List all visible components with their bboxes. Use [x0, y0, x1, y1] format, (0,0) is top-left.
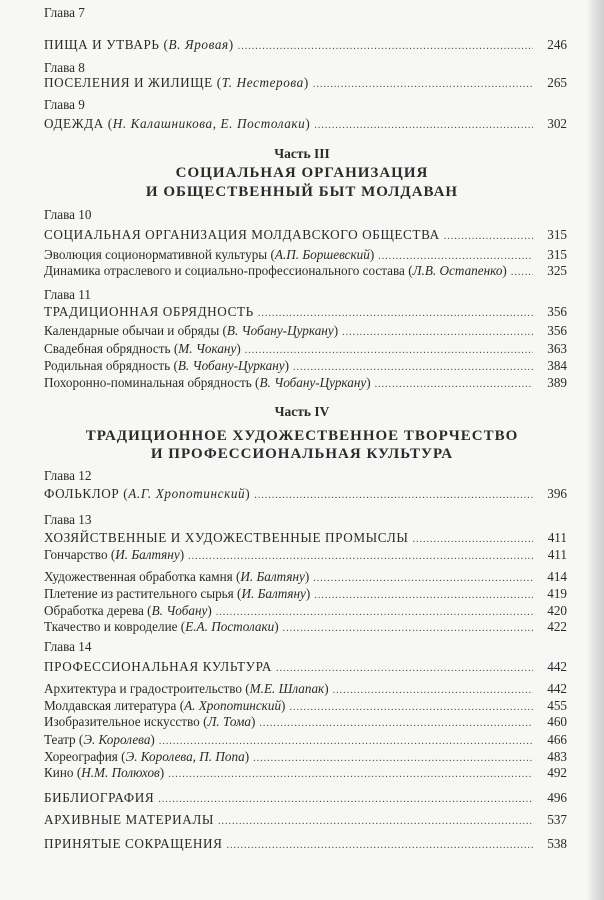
entry-title-wrap: Эволюция соционормативной культуры (А.П. Боршевский) — [44, 247, 375, 262]
entry-title: Календарные обычаи и обряды — [44, 323, 220, 338]
page-number: 414 — [547, 569, 567, 584]
dot-leader — [188, 551, 533, 562]
entry-author: М. Чокану — [178, 341, 237, 356]
entry-title: Кино — [44, 765, 74, 780]
part-label: Часть IV — [274, 404, 330, 419]
toc-entry[interactable] — [44, 732, 567, 750]
toc-entry[interactable] — [44, 227, 567, 245]
entry-title: Молдавская литература — [44, 698, 177, 713]
toc-entry[interactable] — [44, 790, 567, 808]
entry-author: А.Г. Хропотинский — [128, 486, 246, 501]
entry-title: Архитектура и градостроительство — [44, 681, 242, 696]
page-number: 483 — [547, 749, 567, 764]
entry-author: М.Е. Шлапак — [249, 681, 325, 696]
entry-title: ПРИНЯТЫЕ СОКРАЩЕНИЯ — [44, 836, 223, 851]
dot-leader — [314, 120, 533, 131]
entry-title-wrap: Архитектура и градостроительство (М.Е. Шлапак) — [44, 681, 329, 696]
chapter-label: Глава 9 — [44, 97, 85, 112]
page-number: 466 — [547, 732, 567, 747]
entry-author: Э. Королева, П. Попа — [125, 749, 245, 764]
page-number: 422 — [547, 619, 567, 634]
page-number: 419 — [547, 586, 567, 601]
entry-author: И. Балтяну — [241, 586, 306, 601]
toc-entry[interactable] — [44, 75, 567, 93]
chapter-label: Глава 14 — [44, 639, 92, 654]
entry-title-wrap: Хореография (Э. Королева, П. Попа) — [44, 749, 250, 764]
entry-title: Театр — [44, 732, 76, 747]
entry-title-wrap: Кино (Н.М. Полюхов) — [44, 765, 165, 780]
page-number: 492 — [547, 765, 567, 780]
page-number: 356 — [547, 323, 567, 338]
entry-title-wrap: ПОСЕЛЕНИЯ И ЖИЛИЩЕ (Т. Нестерова) — [44, 75, 309, 90]
toc-entry[interactable] — [44, 765, 567, 783]
toc-entry[interactable] — [44, 547, 567, 565]
entry-title-wrap: Художественная обработка камня (И. Балтяну) — [44, 569, 310, 584]
dot-leader — [245, 345, 533, 356]
page-number: 538 — [547, 836, 567, 851]
entry-author: А.П. Боршевский — [274, 247, 370, 262]
dot-leader — [342, 327, 533, 338]
dot-leader — [313, 573, 533, 584]
page-number: 246 — [547, 37, 567, 52]
entry-title: Свадебная обрядность — [44, 341, 171, 356]
entry-title: Родильная обрядность — [44, 358, 171, 373]
dot-leader — [289, 702, 533, 713]
part-title: И ПРОФЕССИОНАЛЬНАЯ КУЛЬТУРА — [150, 446, 454, 462]
part-label: Часть III — [274, 146, 330, 161]
entry-title: ПОСЕЛЕНИЯ И ЖИЛИЩЕ — [44, 75, 213, 90]
entry-title-wrap: Театр (Э. Королева) — [44, 732, 155, 747]
toc-entry[interactable] — [44, 714, 567, 732]
entry-title: Изобразительное искусство — [44, 714, 200, 729]
chapter-label: Глава 10 — [44, 207, 92, 222]
toc-entry[interactable] — [44, 263, 567, 281]
entry-title-wrap: Календарные обычаи и обряды (В. Чобану-Цуркану) — [44, 323, 339, 338]
dot-leader — [276, 663, 533, 674]
entry-title-wrap: Обработка дерева (В. Чобану) — [44, 603, 212, 618]
entry-author: Н. Калашникова, Е. Постолаки — [112, 116, 306, 131]
dot-leader — [378, 251, 533, 262]
dot-leader — [158, 794, 533, 805]
part-title: И ОБЩЕСТВЕННЫЙ БЫТ МОЛДАВАН — [145, 184, 459, 200]
page-number: 420 — [547, 603, 567, 618]
dot-leader — [313, 79, 533, 90]
entry-author: Н.М. Полюхов — [81, 765, 160, 780]
dot-leader — [259, 718, 533, 729]
entry-author: А. Хропотинский — [184, 698, 282, 713]
entry-author: Л. Тома — [207, 714, 251, 729]
entry-title-wrap — [44, 530, 409, 546]
entry-title-wrap: Родильная обрядность (В. Чобану-Цуркану) — [44, 358, 290, 373]
entry-title: Хореография — [44, 749, 118, 764]
chapter-label: Глава 11 — [44, 287, 91, 302]
entry-title: Обработка дерева — [44, 603, 144, 618]
toc-entry[interactable] — [44, 812, 567, 830]
entry-title-wrap: ОДЕЖДА (Н. Калашникова, Е. Постолаки) — [44, 116, 311, 131]
dot-leader — [333, 685, 533, 696]
toc-entry[interactable] — [44, 304, 567, 322]
entry-author: Л.В. Остапенко — [412, 263, 503, 278]
dot-leader — [413, 534, 534, 545]
entry-author: В. Чобану-Цуркану — [259, 375, 367, 390]
page-number: 537 — [547, 812, 567, 827]
entry-title: Гончарство — [44, 547, 108, 562]
page-number: 411 — [547, 547, 567, 562]
page-number: 442 — [547, 681, 567, 696]
entry-title-wrap — [44, 227, 440, 243]
dot-leader — [253, 753, 533, 764]
entry-title-wrap — [44, 812, 214, 828]
chapter-label: Глава 12 — [44, 468, 92, 483]
toc-entry[interactable] — [44, 486, 567, 504]
dot-leader — [218, 816, 533, 827]
entry-author: Е.А. Постолаки — [185, 619, 275, 634]
entry-title: АРХИВНЫЕ МАТЕРИАЛЫ — [44, 812, 214, 827]
toc-entry[interactable] — [44, 37, 567, 55]
entry-author: В. Чобану-Цуркану — [177, 358, 285, 373]
page-number: 442 — [547, 659, 567, 674]
toc-entry[interactable] — [44, 323, 567, 341]
toc-entry[interactable] — [44, 530, 567, 548]
entry-title: ТРАДИЦИОННАЯ ОБРЯДНОСТЬ — [44, 304, 254, 319]
entry-title-wrap: Похоронно-поминальная обрядность (В. Чобану-Цуркану) — [44, 375, 371, 390]
dot-leader — [444, 231, 533, 242]
chapter-label: Глава 13 — [44, 512, 92, 527]
entry-title: Эволюция соционормативной культуры — [44, 247, 268, 262]
dot-leader — [283, 623, 533, 634]
toc-entry[interactable] — [44, 116, 567, 134]
entry-title: ХОЗЯЙСТВЕННЫЕ И ХУДОЖЕСТВЕННЫЕ ПРОМЫСЛЫ — [44, 530, 409, 545]
page-number: 411 — [547, 530, 567, 545]
entry-title-wrap: Ткачество и ковроделие (Е.А. Постолаки) — [44, 619, 279, 634]
entry-title: БИБЛИОГРАФИЯ — [44, 790, 155, 805]
dot-leader — [168, 769, 533, 780]
toc-entry[interactable] — [44, 341, 567, 359]
entry-title-wrap — [44, 790, 154, 806]
entry-title: ПИЩА И УТВАРЬ — [44, 37, 160, 52]
dot-leader — [159, 736, 533, 747]
entry-title: Похоронно-поминальная обрядность — [44, 375, 252, 390]
dot-leader — [314, 590, 533, 601]
entry-title-wrap: Молдавская литература (А. Хропотинский) — [44, 698, 286, 713]
entry-title-wrap: ФОЛЬКЛОР (А.Г. Хропотинский) — [44, 486, 251, 501]
dot-leader — [227, 840, 534, 851]
dot-leader — [254, 490, 533, 501]
page-number: 265 — [547, 75, 567, 90]
entry-author: Т. Нестерова — [221, 75, 304, 90]
page-number: 389 — [547, 375, 567, 390]
part-title: СОЦИАЛЬНАЯ ОРГАНИЗАЦИЯ — [175, 165, 429, 181]
toc-entry[interactable] — [44, 681, 567, 699]
entry-title: Ткачество и ковроделие — [44, 619, 178, 634]
dot-leader — [258, 308, 533, 319]
dot-leader — [511, 267, 533, 278]
page-number: 363 — [547, 341, 567, 356]
toc-entry[interactable] — [44, 586, 567, 604]
toc-entry[interactable] — [44, 836, 567, 854]
entry-author: Э. Королева — [83, 732, 151, 747]
entry-title-wrap: Свадебная обрядность (М. Чокану) — [44, 341, 241, 356]
entry-author: И. Балтяну — [115, 547, 180, 562]
chapter-label: Глава 8 — [44, 60, 85, 75]
entry-title: Динамика отраслевого и социально-профессионального состава — [44, 263, 405, 278]
dot-leader — [293, 362, 533, 373]
entry-author: В. Яровая — [168, 37, 229, 52]
page-number: 455 — [547, 698, 567, 713]
entry-title: Плетение из растительного сырья — [44, 586, 234, 601]
dot-leader — [238, 41, 533, 52]
entry-title-wrap — [44, 659, 272, 675]
entry-title-wrap — [44, 836, 223, 852]
page-number: 384 — [547, 358, 567, 373]
toc-entry[interactable] — [44, 358, 567, 376]
page-number: 396 — [547, 486, 567, 501]
part-title: ТРАДИЦИОННОЕ ХУДОЖЕСТВЕННОЕ ТВОРЧЕСТВО — [85, 428, 519, 444]
entry-title: СОЦИАЛЬНАЯ ОРГАНИЗАЦИЯ МОЛДАВСКОГО ОБЩЕСТВА — [44, 227, 440, 242]
toc-entry[interactable] — [44, 375, 567, 393]
entry-author: В. Чобану — [151, 603, 208, 618]
dot-leader — [375, 379, 533, 390]
dot-leader — [216, 607, 533, 618]
entry-title-wrap: Гончарство (И. Балтяну) — [44, 547, 185, 562]
page-number: 302 — [547, 116, 567, 131]
page-number: 356 — [547, 304, 567, 319]
entry-title-wrap — [44, 304, 254, 320]
entry-title-wrap: Изобразительное искусство (Л. Тома) — [44, 714, 256, 729]
entry-title: ФОЛЬКЛОР — [44, 486, 124, 501]
entry-title: Художественная обработка камня — [44, 569, 233, 584]
entry-title: ПРОФЕССИОНАЛЬНАЯ КУЛЬТУРА — [44, 659, 272, 674]
page-number: 496 — [547, 790, 567, 805]
entry-author: И. Балтяну — [240, 569, 305, 584]
chapter-label: Глава 7 — [44, 5, 85, 20]
toc-entry[interactable] — [44, 619, 567, 637]
entry-title-wrap: ПИЩА И УТВАРЬ (В. Яровая) — [44, 37, 234, 52]
page-number: 315 — [547, 227, 567, 242]
toc-entry[interactable] — [44, 659, 567, 677]
page-number: 315 — [547, 247, 567, 262]
entry-author: В. Чобану-Цуркану — [226, 323, 334, 338]
page-number: 460 — [547, 714, 567, 729]
page-number: 325 — [547, 263, 567, 278]
entry-title: ОДЕЖДА — [44, 116, 104, 131]
entry-title-wrap: Плетение из растительного сырья (И. Балтяну) — [44, 586, 311, 601]
entry-title-wrap: Динамика отраслевого и социально-профессионального состава (Л.В. Остапенко) — [44, 263, 507, 278]
toc-entry[interactable] — [44, 569, 567, 587]
